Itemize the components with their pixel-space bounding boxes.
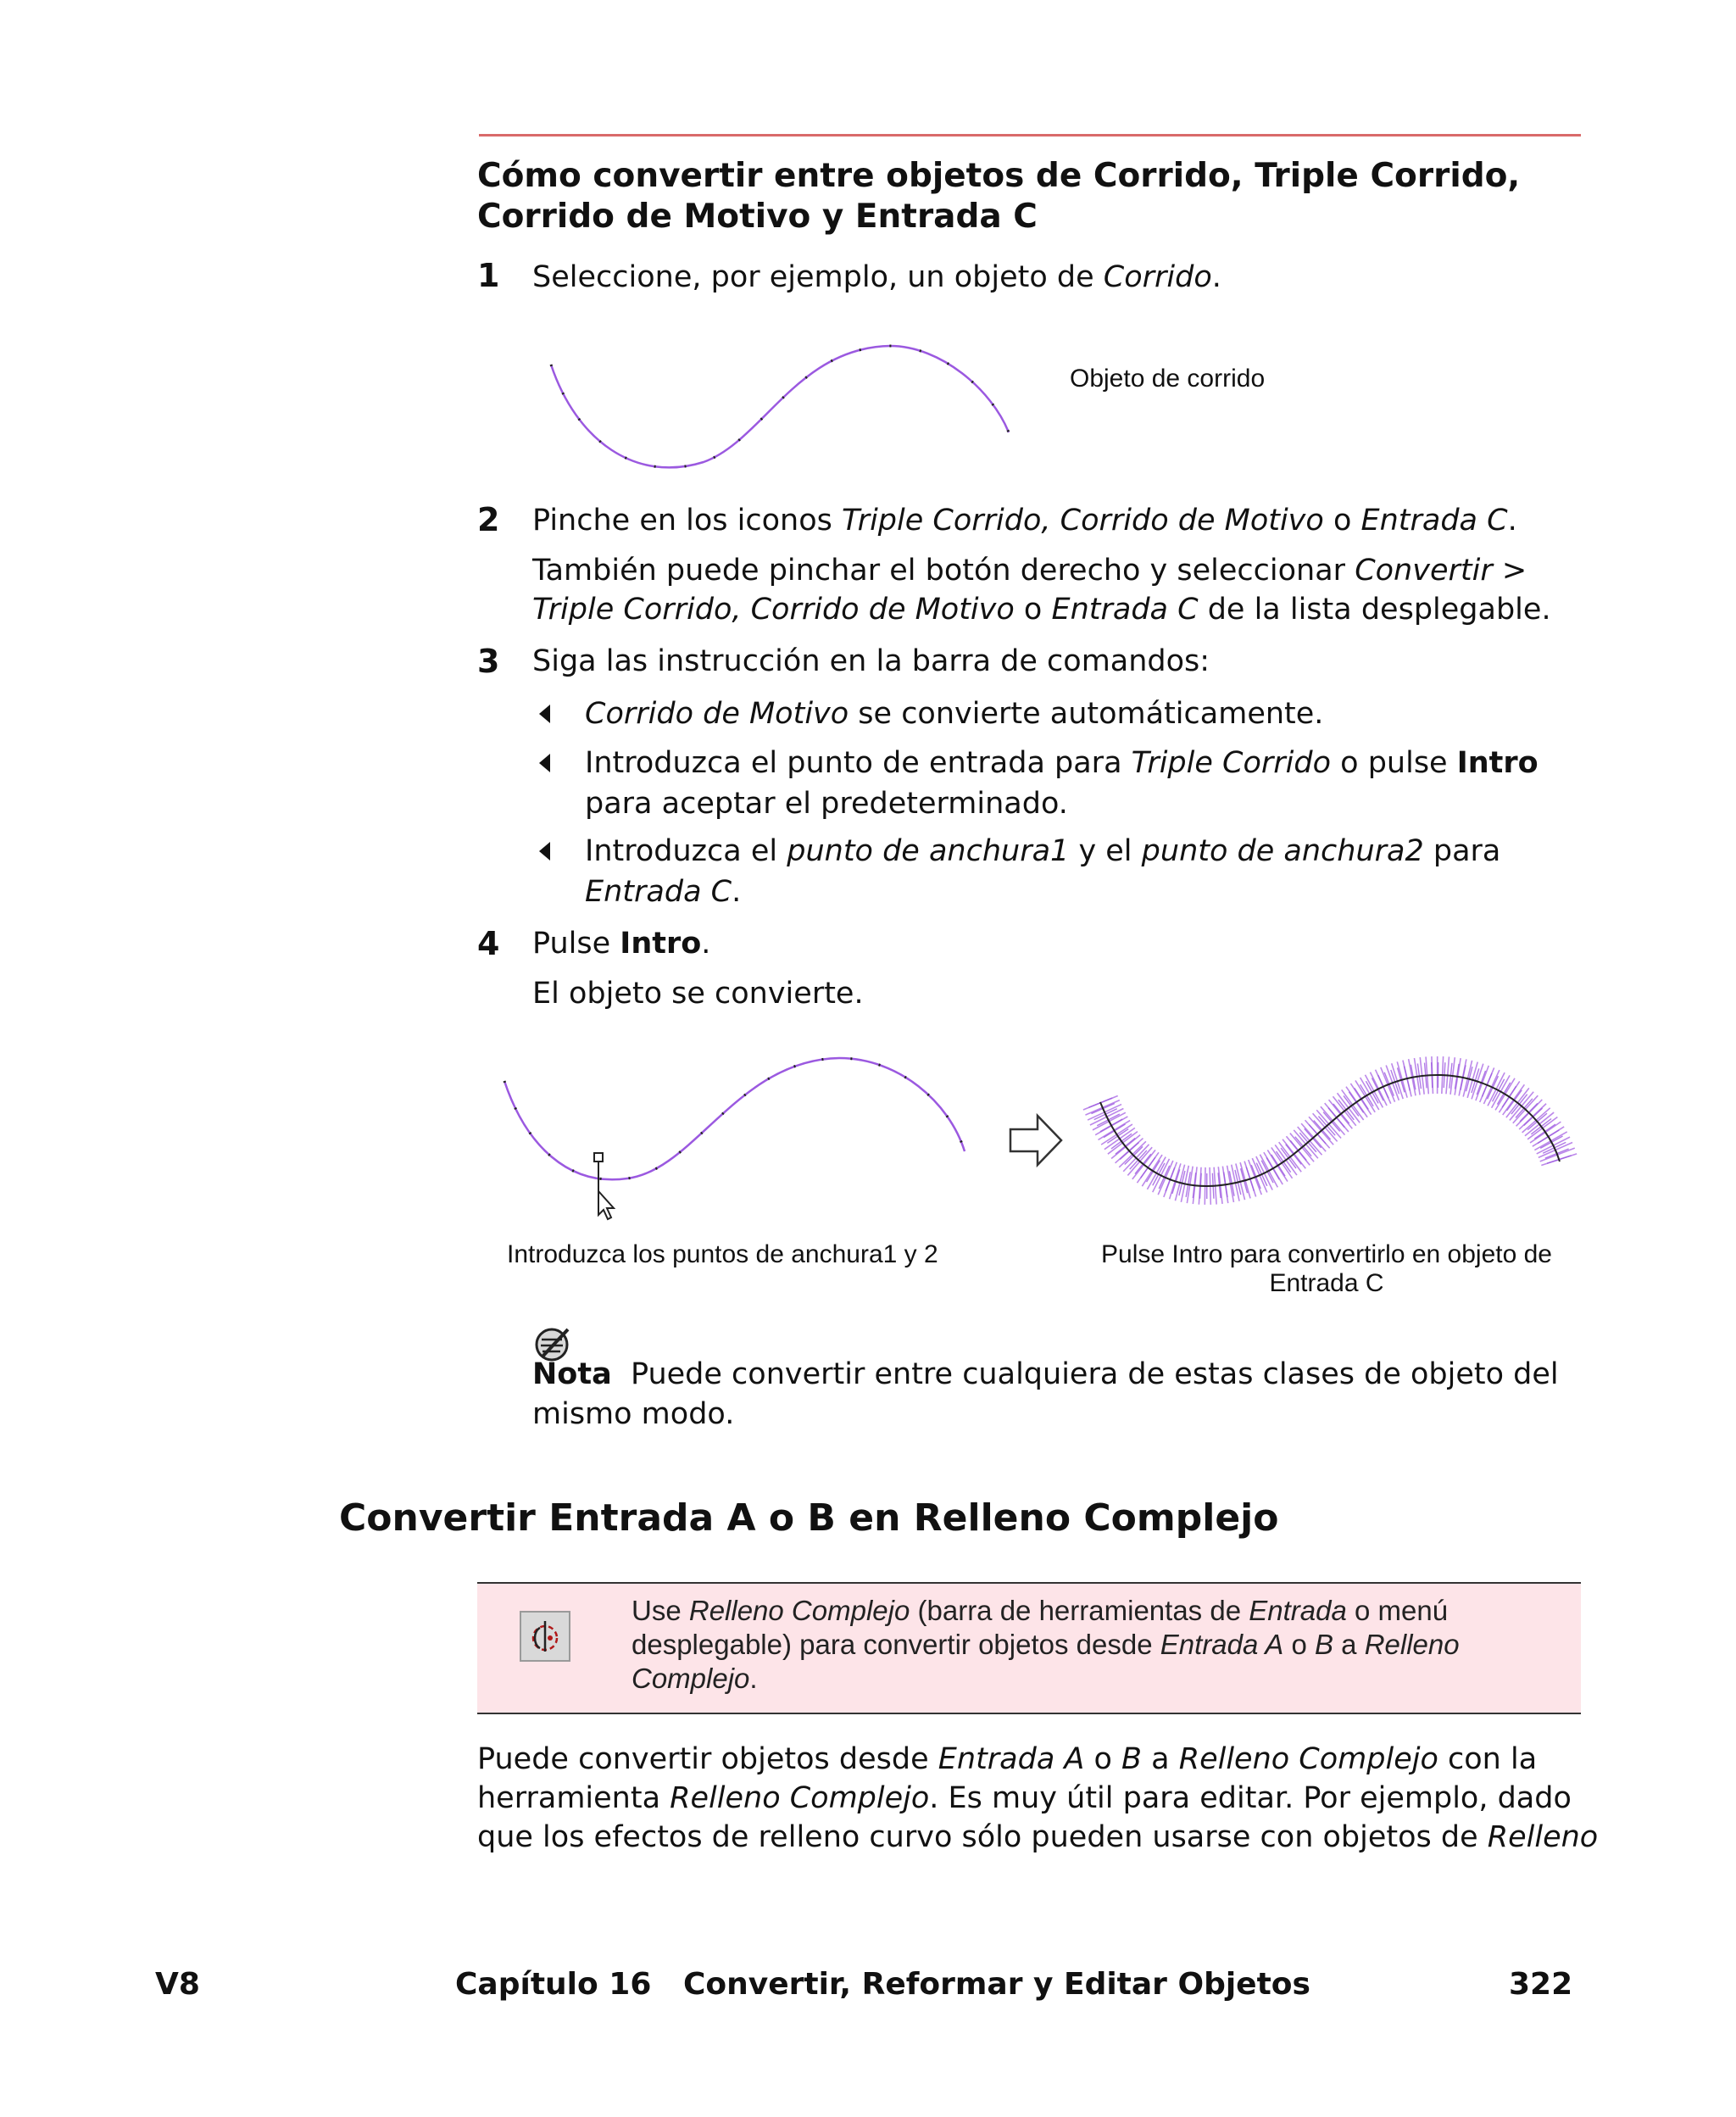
body-line3: que los efectos de relleno curvo sólo pueden usarse con objetos de Relleno <box>477 1820 1599 1854</box>
step-1-text: Seleccione, por ejemplo, un objeto de Corrido. <box>532 260 1221 294</box>
figure-2-right-caption: Pulse Intro para convertirlo en objeto de Entrada C <box>1101 1240 1552 1297</box>
footer-version: V8 <box>155 1967 200 2002</box>
bullet-2-line2: para aceptar el predeterminado. <box>585 787 1068 821</box>
complex-fill-tool-icon[interactable] <box>520 1611 570 1662</box>
body-line1: Puede convertir objetos desde Entrada A o B a Relleno Complejo con la <box>477 1742 1538 1776</box>
step-4-result: El objeto se convierte. <box>532 977 864 1011</box>
step-number-2: 2 <box>477 501 500 538</box>
step-2-text: Pinche en los iconos Triple Corrido, Corrido de Motivo o Entrada C. <box>532 504 1517 538</box>
tool-tip-text: Use Relleno Complejo (barra de herramientas de Entrada o menú desplegable) para convertir objetos desde Entrada A o B a Relleno Complejo. <box>632 1595 1460 1694</box>
width-points-figure <box>500 1051 975 1221</box>
note-line1: Nota Puede convertir entre cualquiera de estas clases de objeto del <box>532 1357 1559 1391</box>
footer-page-number: 322 <box>1509 1967 1573 2002</box>
satin-entrada-c-figure <box>1085 1051 1577 1221</box>
step-3-text: Siga las instrucción en la barra de comandos: <box>532 644 1210 678</box>
bullet-3-line2: Entrada C. <box>585 875 742 909</box>
bullet-2-line1: Introduzca el punto de entrada para Triple Corrido o pulse Intro <box>585 746 1538 780</box>
step-2-alt-line2: Triple Corrido, Corrido de Motivo o Entrada C de la lista desplegable. <box>532 593 1551 627</box>
bullet-3-line1: Introduzca el punto de anchura1 y el punto de anchura2 para <box>585 834 1501 868</box>
section-heading: Cómo convertir entre objetos de Corrido, Triple Corrido, Corrido de Motivo y Entrada C <box>477 157 1521 236</box>
tool-tip-box <box>477 1582 1581 1714</box>
bullet-arrow-icon <box>539 842 550 861</box>
note-line2: mismo modo. <box>532 1397 735 1431</box>
bullet-1: Corrido de Motivo se convierte automáticamente. <box>585 697 1324 731</box>
running-stitch-figure <box>542 339 1017 483</box>
step-number-4: 4 <box>477 925 500 962</box>
bullet-arrow-icon <box>539 754 550 772</box>
figure-1-caption: Objeto de corrido <box>1070 365 1266 393</box>
step-4-text: Pulse Intro. <box>532 927 711 961</box>
right-arrow-icon <box>1009 1112 1065 1168</box>
figure-2-left-caption: Introduzca los puntos de anchura1 y 2 <box>507 1240 938 1268</box>
body-line2: herramienta Relleno Complejo. Es muy útil para editar. Por ejemplo, dado <box>477 1781 1572 1815</box>
step-number-3: 3 <box>477 643 500 680</box>
footer-chapter: Capítulo 16 Convertir, Reformar y Editar Objetos <box>455 1967 1310 2002</box>
header-rule <box>479 134 1581 136</box>
section-2-heading: Convertir Entrada A o B en Relleno Complejo <box>339 1496 1279 1540</box>
step-2-alt-line1: También puede pinchar el botón derecho y seleccionar Convertir > <box>532 554 1527 588</box>
bullet-arrow-icon <box>539 705 550 723</box>
step-number-1: 1 <box>477 257 500 294</box>
